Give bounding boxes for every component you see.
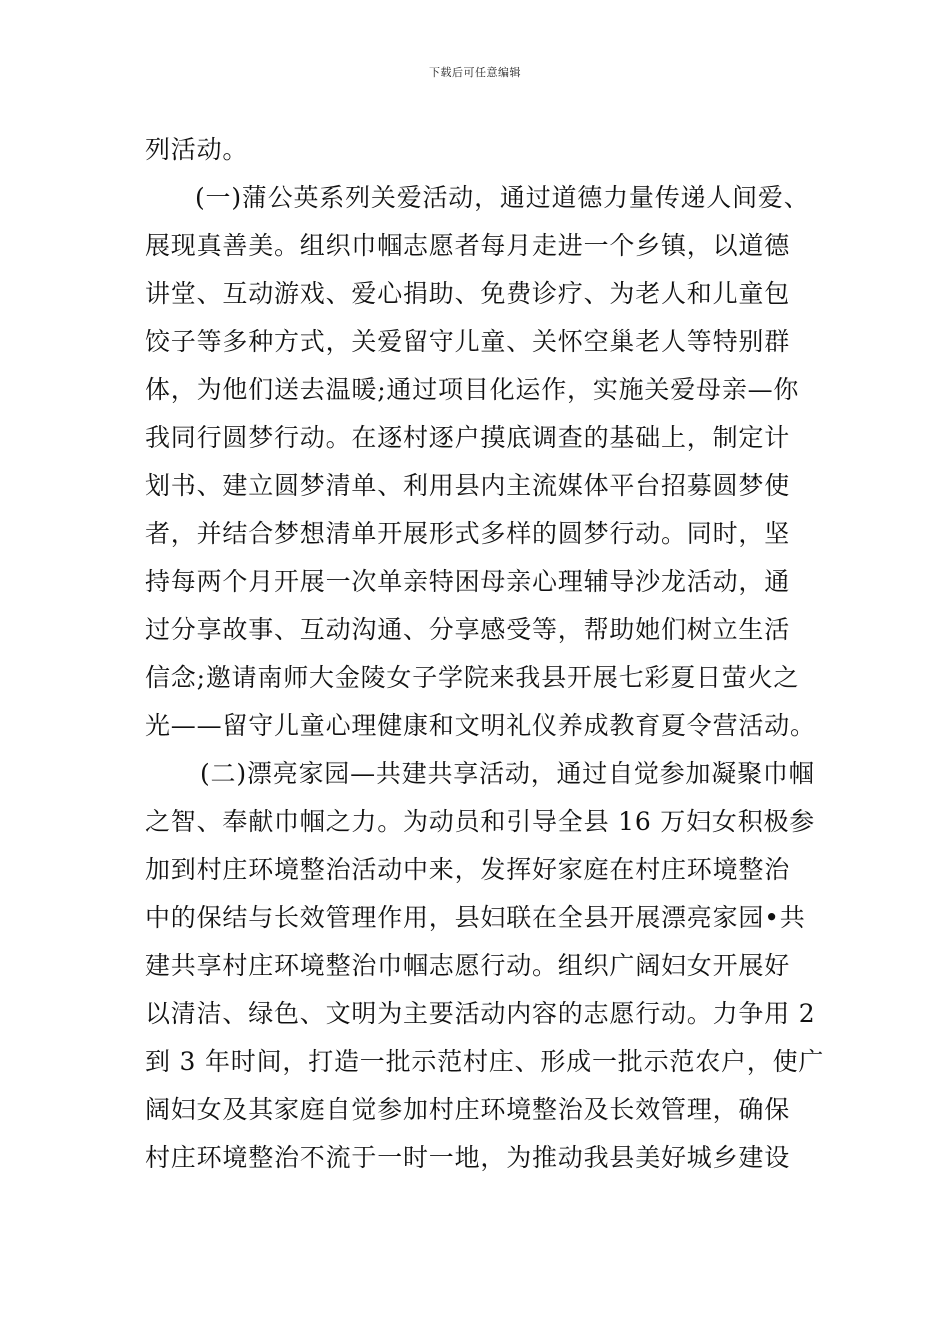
header-note: 下载后可任意编辑	[429, 66, 521, 79]
paragraph-2-first-line: (二)漂亮家园—共建共享活动，通过自觉参加凝聚巾帼	[200, 759, 815, 788]
paragraph-1-first-line: (一)蒲公英系列关爱活动，通过道德力量传递人间爱、	[195, 183, 810, 212]
text-line: 以清洁、绿色、文明为主要活动内容的志愿行动。力争用 2	[145, 999, 816, 1028]
text-line: 加到村庄环境整治活动中来，发挥好家庭在村庄环境整治	[145, 855, 791, 884]
text-line: 中的保结与长效管理作用，县妇联在全县开展漂亮家园•共	[145, 903, 806, 932]
text-line: 信念;邀请南师大金陵女子学院来我县开展七彩夏日萤火之	[145, 663, 800, 692]
text-line: 划书、建立圆梦清单、利用县内主流媒体平台招募圆梦使	[145, 471, 791, 500]
text-line: 列活动。	[145, 135, 249, 164]
text-line: 体，为他们送去温暖;通过项目化运作，实施关爱母亲—你	[145, 375, 800, 404]
text-line: 过分享故事、互动沟通、分享感受等，帮助她们树立生活	[145, 615, 791, 644]
text-line: 光——留守儿童心理健康和文明礼仪养成教育夏令营活动。	[145, 711, 816, 740]
text-line: 阔妇女及其家庭自觉参加村庄环境整治及长效管理，确保	[145, 1095, 791, 1124]
text-line: 展现真善美。组织巾帼志愿者每月走进一个乡镇，以道德	[145, 231, 791, 260]
text-line: 者，并结合梦想清单开展形式多样的圆梦行动。同时，坚	[145, 519, 791, 548]
text-line: 之智、奉献巾帼之力。为动员和引导全县 16 万妇女积极参	[145, 807, 816, 836]
text-line: 村庄环境整治不流于一时一地，为推动我县美好城乡建设	[145, 1143, 791, 1172]
text-line: 持每两个月开展一次单亲特困母亲心理辅导沙龙活动，通	[145, 567, 791, 596]
text-line: 我同行圆梦行动。在逐村逐户摸底调查的基础上，制定计	[145, 423, 791, 452]
text-line: 建共享村庄环境整治巾帼志愿行动。组织广阔妇女开展好	[145, 951, 791, 980]
text-line: 到 3 年时间，打造一批示范村庄、形成一批示范农户，使广	[145, 1047, 825, 1076]
text-line: 饺子等多种方式，关爱留守儿童、关怀空巢老人等特别群	[145, 327, 791, 356]
document-body	[145, 126, 825, 1182]
text-line: 讲堂、互动游戏、爱心捐助、免费诊疗、为老人和儿童包	[145, 279, 791, 308]
